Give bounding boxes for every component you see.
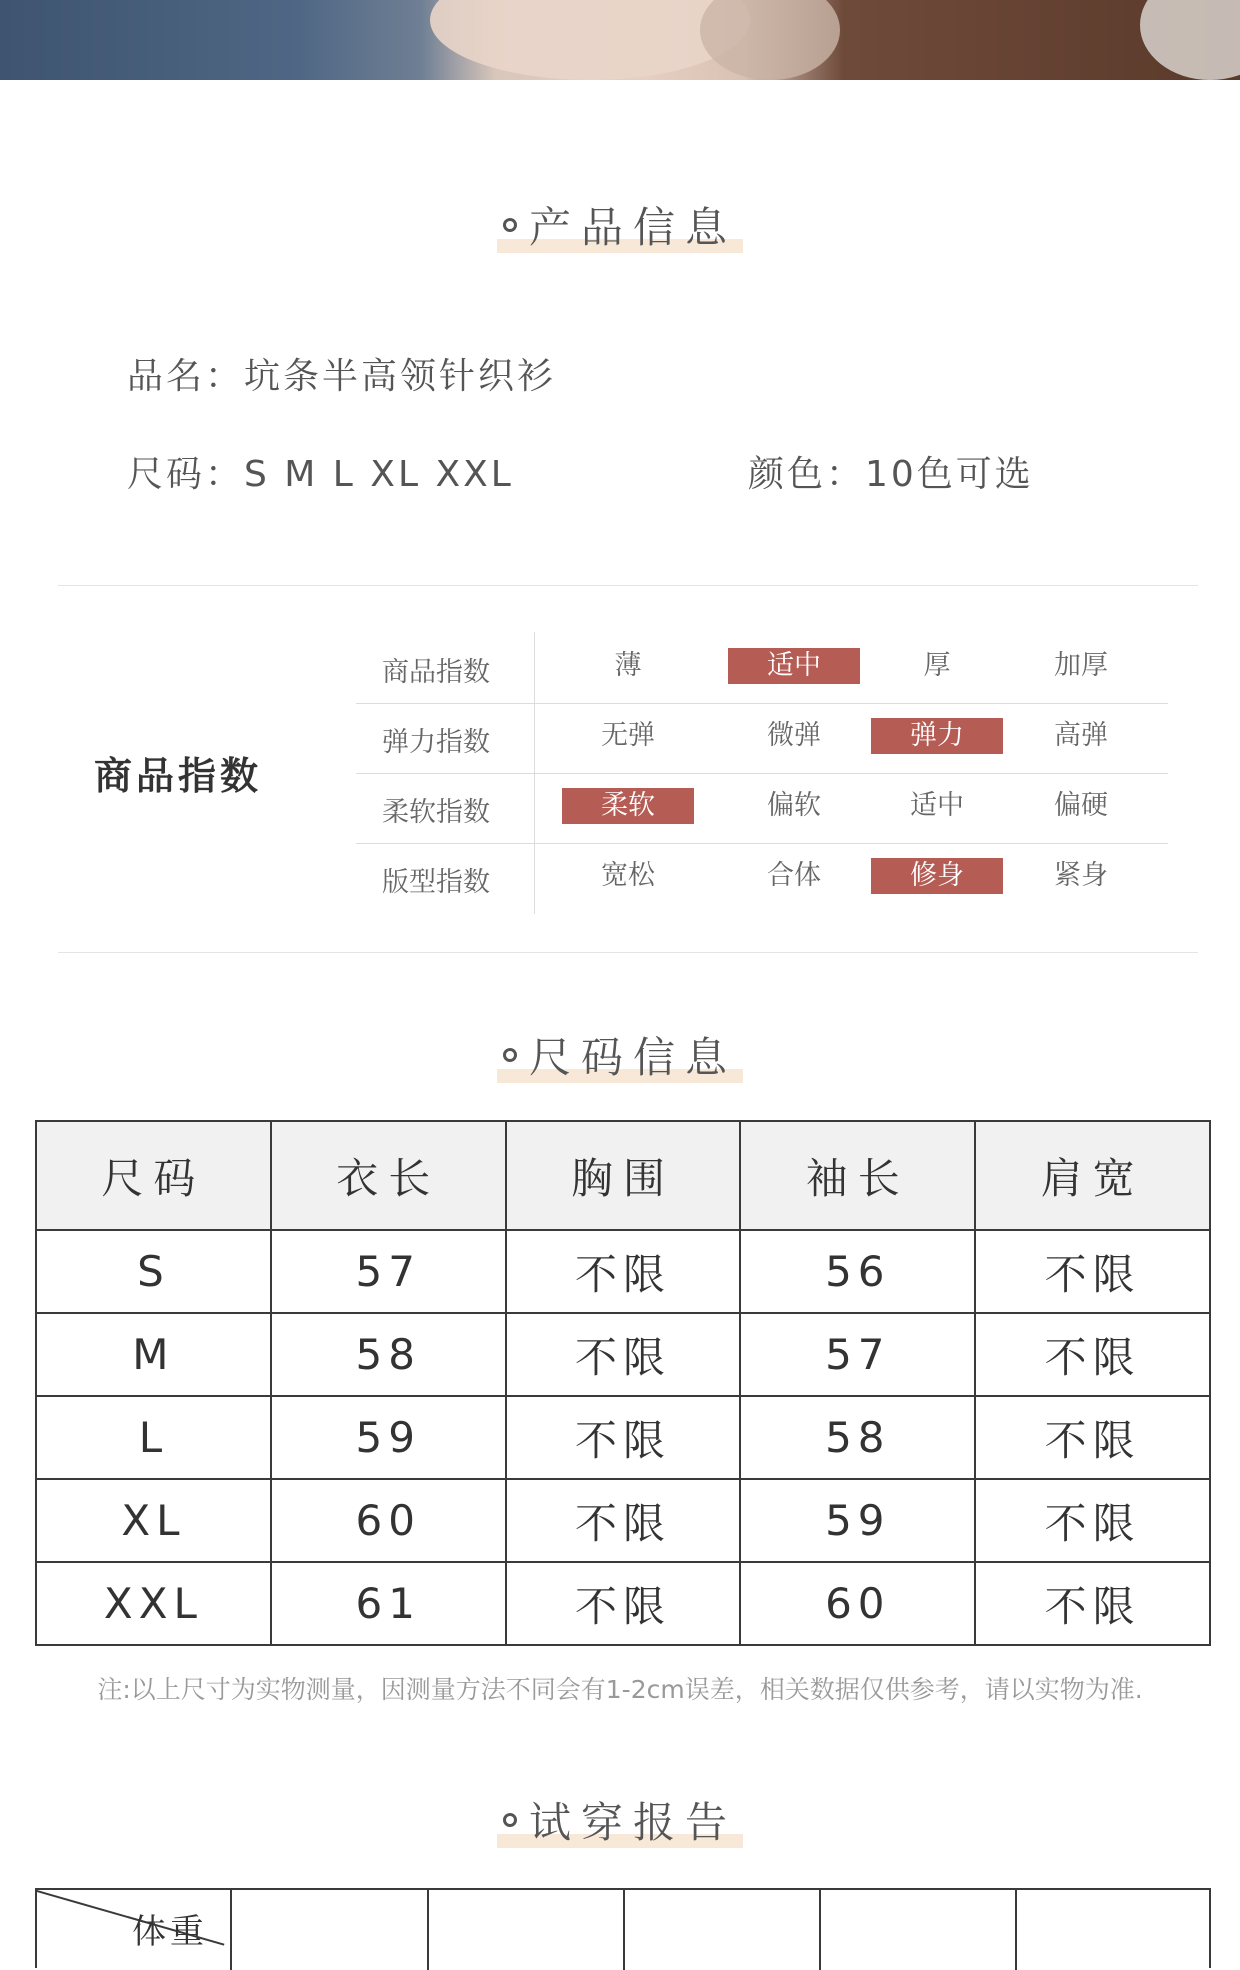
size-table-cell: 60 (271, 1479, 506, 1562)
size-table-cell: XL (36, 1479, 271, 1562)
index-row-name: 版型指数 (382, 867, 490, 898)
index-option: 适中 (910, 790, 964, 821)
index-option: 偏软 (767, 790, 821, 821)
index-label: 商品指数 (94, 754, 263, 798)
size-table-cell: 不限 (975, 1479, 1210, 1562)
trial-report-table (35, 1888, 1211, 1968)
size-table-cell: 不限 (506, 1562, 741, 1645)
index-option: 高弹 (1054, 720, 1108, 751)
size-table-cell: 不限 (975, 1562, 1210, 1645)
product-name: 品名：坑条半高领针织衫 (127, 356, 557, 397)
circle-bullet-icon (503, 218, 517, 232)
index-option: 无弹 (601, 720, 655, 751)
size-table-cell: 57 (740, 1313, 975, 1396)
header-cell: 袖长 (740, 1121, 975, 1230)
index-row-divider (356, 773, 1168, 774)
index-option-selected: 柔软 (562, 788, 694, 824)
index-option-selected: 弹力 (871, 718, 1003, 754)
product-photo-crop (0, 0, 1240, 80)
circle-bullet-icon (503, 1813, 517, 1827)
index-row-name: 柔软指数 (382, 797, 490, 828)
size-table-cell: 59 (271, 1396, 506, 1479)
size-table-cell: L (36, 1396, 271, 1479)
size-table-row (36, 1230, 1210, 1313)
index-option: 宽松 (601, 860, 655, 891)
size-table-cell: XXL (36, 1562, 271, 1645)
circle-bullet-icon (503, 1048, 517, 1062)
index-row-name: 商品指数 (382, 657, 490, 688)
index-option-selected: 适中 (728, 648, 860, 684)
index-option: 合体 (767, 860, 821, 891)
index-option: 加厚 (1054, 650, 1108, 681)
size-table-cell: 59 (740, 1479, 975, 1562)
header-cell: 肩宽 (975, 1121, 1210, 1230)
trial-header-weight: 体重 (132, 1912, 208, 1952)
size-table (35, 1120, 1211, 1646)
divider (58, 585, 1198, 586)
size-table-cell: 56 (740, 1230, 975, 1313)
size-table-cell: M (36, 1313, 271, 1396)
index-row-divider (356, 703, 1168, 704)
size-table-cell: 不限 (506, 1313, 741, 1396)
size-table-cell: 不限 (506, 1479, 741, 1562)
index-option: 偏硬 (1054, 790, 1108, 821)
index-option: 紧身 (1054, 860, 1108, 891)
size-note: 注:以上尺寸为实物测量，因测量方法不同会有1-2cm误差，相关数据仅供参考，请以实物为准. (97, 1675, 1143, 1704)
index-row-name: 弹力指数 (382, 727, 490, 758)
index-option: 薄 (614, 650, 642, 681)
size-table-row (36, 1396, 1210, 1479)
size-table-cell: S (36, 1230, 271, 1313)
section-title-trial-report: 试穿报告 (0, 1790, 1240, 1850)
section-title-size-info: 尺码信息 (0, 1025, 1240, 1085)
product-sizes: 尺码：S M L XL XXL (127, 454, 514, 495)
header-cell: 衣长 (271, 1121, 506, 1230)
size-table-cell: 60 (740, 1562, 975, 1645)
size-table-cell: 不限 (506, 1396, 741, 1479)
size-table-cell: 58 (271, 1313, 506, 1396)
index-row-divider (356, 843, 1168, 844)
size-table-row (36, 1313, 1210, 1396)
divider (58, 952, 1198, 953)
size-table-cell: 不限 (975, 1313, 1210, 1396)
size-table-cell: 61 (271, 1562, 506, 1645)
index-option: 厚 (923, 650, 951, 681)
header-cell: 胸围 (506, 1121, 741, 1230)
size-table-cell: 不限 (506, 1230, 741, 1313)
index-option-selected: 修身 (871, 858, 1003, 894)
index-option: 微弹 (767, 720, 821, 751)
size-table-cell: 58 (740, 1396, 975, 1479)
product-colors: 颜色：10色可选 (748, 454, 1034, 495)
size-table-cell: 不限 (975, 1230, 1210, 1313)
size-table-cell: 57 (271, 1230, 506, 1313)
size-table-cell: 不限 (975, 1396, 1210, 1479)
section-title-product-info: 产品信息 (0, 195, 1240, 255)
header-cell: 尺码 (36, 1121, 271, 1230)
size-table-header-row (36, 1121, 1210, 1230)
size-table-row (36, 1479, 1210, 1562)
size-table-row (36, 1562, 1210, 1645)
